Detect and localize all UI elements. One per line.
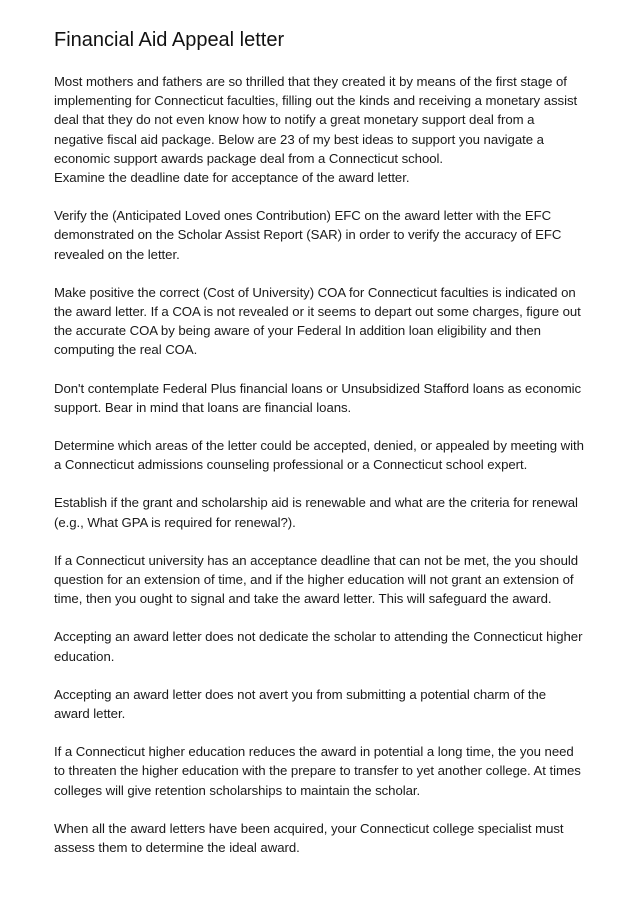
paragraph-accepting-appeal: Accepting an award letter does not avert you from submitting a potential charm of the award letter. [54,686,547,722]
page-title: Financial Aid Appeal letter [54,29,285,51]
document-page [54,28,584,876]
paragraph-intro-text: Most mothers and fathers are so thrilled that they created it by means of the first stage of implementing for Connecticut faculties, filling out the kinds and receiving a monetary assist deal that they do not even know how to notify a great monetary support deal from a negative fiscal aid package. Below are 23 of my best ideas to support you navigate a economic support awards package deal from a Connecticut school. [54,74,578,166]
paragraph-appeal-areas: Determine which areas of the letter could be accepted, denied, or appealed by meeting with a Connecticut admissions counseling professional or a Connecticut school expert. [54,438,584,473]
paragraph-compare-awards: When all the award letters have been acquired, your Connecticut college specialist must assess them to determine the ideal award. [54,820,564,856]
paragraph-renewal: Establish if the grant and scholarship aid is renewable and what are the criteria for renewal (e.g., What GPA is required for renewal?). [54,495,578,530]
paragraph-deadline-extension: If a Connecticut university has an acceptance deadline that can not be met, the you should question for an extension of time, and if the higher education will not grant an extension of time, then you ought to signal and take the award letter. This will safeguard the award. [54,552,579,607]
paragraph-efc: Verify the (Anticipated Loved ones Contribution) EFC on the award letter with the EFC demonstrated on the Scholar Assist Report (SAR) in order to verify the accuracy of EFC revealed on the letter. [54,208,562,262]
paragraph-accepting-dedicate: Accepting an award letter does not dedicate the scholar to attending the Connecticut higher education. [54,629,583,664]
paragraph-intro-extra: Examine the deadline date for acceptance of the award letter. [54,170,410,186]
paragraph-intro [54,72,584,187]
paragraph-loans: Don't contemplate Federal Plus financial loans or Unsubsidized Stafford loans as economic support. Bear in mind that loans are financial loans. [54,380,582,415]
paragraph-coa: Make positive the correct (Cost of University) COA for Connecticut faculties is indicated on the award letter. If a COA is not revealed or it seems to depart out some charges, figure out the accurate COA by being aware of your Federal In addition loan eligibility and then computing the real COA. [54,284,581,358]
paragraph-retention: If a Connecticut higher education reduces the award in potential a long time, the you need to threaten the higher education with the prepare to transfer to yet another college. At times colleges will give retention scholarships to maintain the scholar. [54,744,581,798]
